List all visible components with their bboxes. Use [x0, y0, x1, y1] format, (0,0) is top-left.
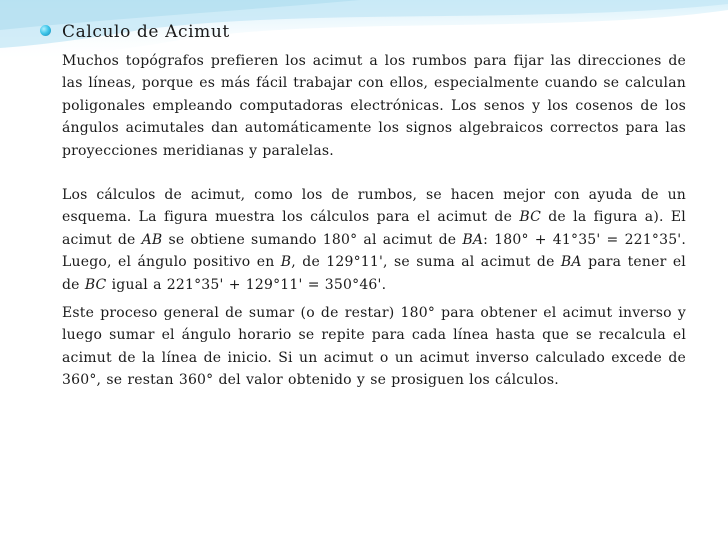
slide-title: Calculo de Acimut [62, 22, 230, 42]
segment-symbol: AB [141, 231, 163, 248]
segment-symbol: BC [84, 276, 107, 293]
paragraph-2-text: , de 129°11', se suma al acimut de [291, 254, 561, 271]
segment-symbol: BA [462, 231, 484, 248]
paragraph-2-text: : 180° + 41°35' = 221°35'. Luego, el ángulo positivo en [62, 231, 687, 271]
bullet-icon [40, 25, 51, 36]
paragraph-2-text: para tener el de [62, 254, 686, 293]
paragraph-1: Muchos topógrafos prefieren los acimut a los rumbos para fijar las direcciones de las líneas, porque es más fácil trabajar con ellos, especialmente cuando se calculan poligonales empleando computadoras electrónicas. Los senos y los cosenos de los ángulos acimutales dan automáticamente los signos algebraicos correctos para las proyecciones meridianas y paralelas. [62, 53, 686, 159]
paragraph-2-text: igual a 221°35' + 129°11' = 350°46'. [106, 276, 387, 293]
slide-content [62, 20, 686, 392]
paragraph-3: Este proceso general de sumar (o de restar) 180° para obtener el acimut inverso y luego sumar el ángulo horario se repite para cada línea hasta que se recalcula el acimut de la línea de inicio. Si un acimut o un acimut inverso calculado excede de 360°, se restan 360° del valor obtenido y se prosiguen los cálculos. [62, 305, 686, 389]
segment-symbol: BC [519, 209, 542, 226]
point-symbol: B [280, 254, 292, 271]
segment-symbol: BA [560, 254, 582, 271]
paragraph-2-text: Los cálculos de acimut, como los de rumbos, se hacen mejor con ayuda de un esquema. La figura muestra los cálculos para el acimut de [62, 187, 686, 226]
paragraph-2-text: se obtiene sumando 180° al acimut de [162, 231, 463, 248]
paragraph-2 [62, 184, 686, 296]
paragraph-2-text: de la figura a). El acimut de [62, 209, 686, 248]
